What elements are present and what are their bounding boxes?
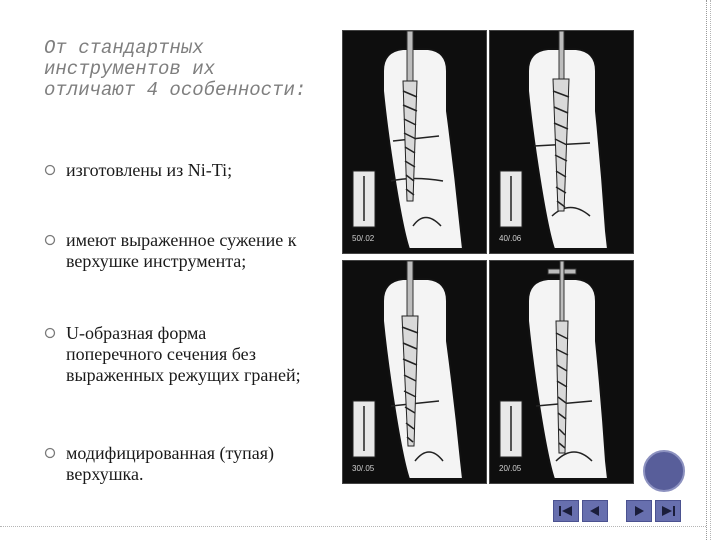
slide-border-right-inner [710, 0, 712, 540]
bullet-text: модифицированная (тупая) верхушка. [66, 443, 275, 484]
panel-label: 30/.05 [352, 464, 375, 473]
bullet-text: изготовлены из Ni-Ti; [66, 160, 233, 180]
tooth-panel [342, 30, 487, 254]
nav-next-icon [627, 501, 651, 521]
slide-title: От стандартных инструментов их отличают 4 особенности: [44, 37, 307, 101]
tooth-panel [489, 30, 634, 254]
bullet-icon [44, 234, 56, 246]
slide-border-right [706, 0, 708, 540]
bullet-text: U-образная форма поперечного сечения без выраженных режущих граней; [66, 323, 301, 385]
nav-first-icon [554, 501, 578, 521]
nav-home-button[interactable] [643, 450, 685, 492]
tooth-outline [383, 49, 463, 249]
tooth-panel [342, 260, 487, 484]
tooth-panel [489, 260, 634, 484]
panel-label: 20/.05 [499, 464, 522, 473]
tooth-outline [528, 279, 608, 479]
endodontic-instruments-figure [342, 30, 642, 520]
panel-label: 50/.02 [352, 234, 375, 243]
panel-label: 40/.06 [499, 234, 522, 243]
bullet-icon [44, 327, 56, 339]
nav-prev-icon [583, 501, 607, 521]
bullet-icon [44, 164, 56, 176]
slide-border-bottom [0, 526, 706, 528]
nav-last-icon [656, 501, 680, 521]
nav-next-button[interactable] [626, 500, 652, 522]
nav-last-button[interactable] [655, 500, 681, 522]
nav-prev-button[interactable] [582, 500, 608, 522]
tooth-outline [383, 279, 463, 479]
bullet-text: имеют выраженное сужение к верхушке инструмента; [66, 230, 297, 271]
bullet-icon [44, 447, 56, 459]
nav-first-button[interactable] [553, 500, 579, 522]
